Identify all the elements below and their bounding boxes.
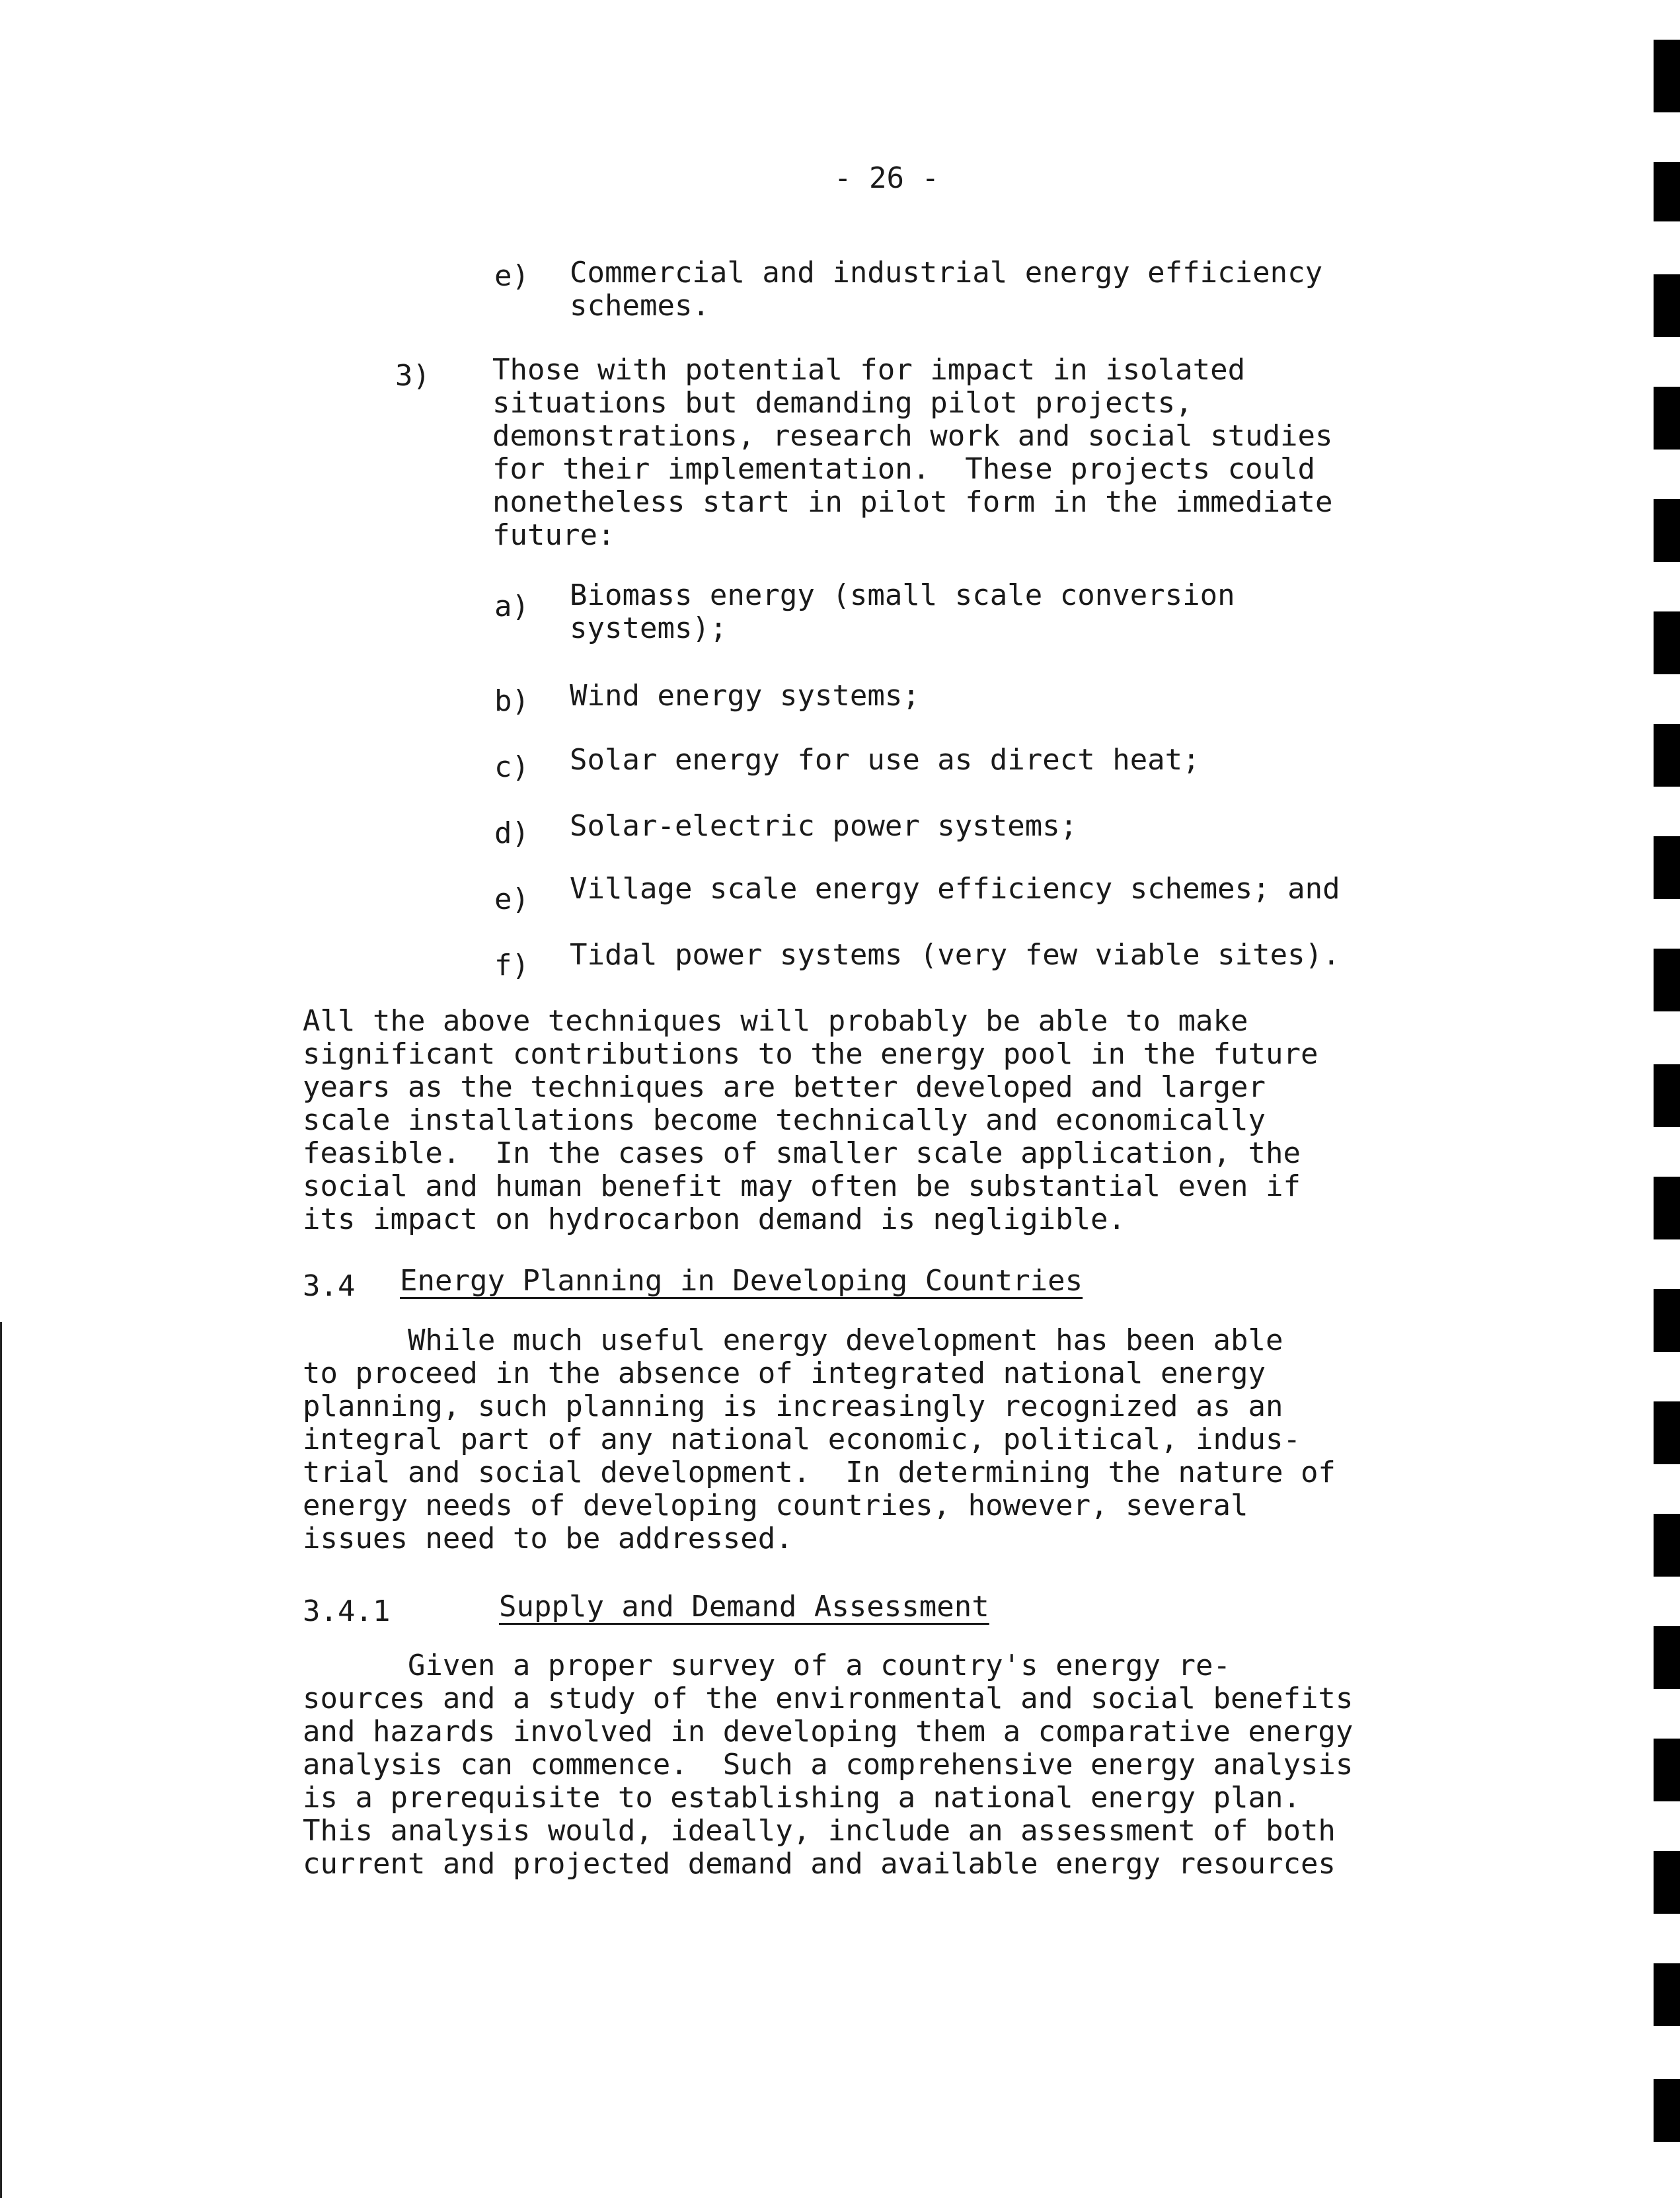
list-label: c) (494, 750, 529, 784)
scan-edge-mark (1654, 162, 1680, 221)
body-paragraph: All the above techniques will probably be able to make significant contributions to the energy pool in the future years as the techniques are better developed and larger scale installations become technically and economically feasible. In the cases of smaller scale application, the social and human benefit may often be substantial even if its impact on hydrocarbon demand is negligible. (303, 1004, 1318, 1236)
scan-edge-mark (1654, 724, 1680, 787)
scan-edge-mark (1654, 1514, 1680, 1577)
scan-edge-mark (1654, 611, 1680, 674)
page-number: - 26 - (834, 161, 939, 195)
list-item-text: Solar energy for use as direct heat; (570, 743, 1200, 777)
list-item-text: Those with potential for impact in isolated situations but demanding pilot projects, demonstrations, research work and social studies for their implementation. These projects could nonetheless start in pilot form in the immediate future: (492, 353, 1333, 552)
list-item-text: Commercial and industrial energy efficiency schemes. (570, 256, 1323, 323)
section-number: 3.4 (303, 1269, 356, 1303)
list-item-text: Tidal power systems (very few viable sites). (570, 938, 1340, 972)
section-title: Energy Planning in Developing Countries (400, 1264, 1083, 1298)
scan-edge-mark (1654, 1739, 1680, 1801)
list-label: b) (494, 684, 529, 718)
scan-edge-mark (1654, 1401, 1680, 1464)
list-item-text: Biomass energy (small scale conversion systems); (570, 578, 1235, 645)
scan-edge-mark (1654, 1626, 1680, 1689)
scan-edge-mark (1654, 499, 1680, 562)
scan-edge-mark (1654, 387, 1680, 450)
list-label: e) (494, 883, 529, 916)
section-number: 3.4.1 (303, 1594, 391, 1628)
scan-edge-mark (1654, 1851, 1680, 1914)
list-label: 3) (395, 359, 430, 393)
scan-edge-mark (1654, 40, 1680, 112)
list-label: a) (494, 590, 529, 623)
scan-edge-mark (1654, 1289, 1680, 1352)
scan-edge-mark (1654, 1177, 1680, 1239)
list-item-text: Village scale energy efficiency schemes; and (570, 872, 1340, 906)
scan-edge-mark (1654, 1963, 1680, 2026)
body-paragraph: While much useful energy development has been able to proceed in the absence of integrated national energy planning, such planning is increasingly recognized as an integral part of any national economic, political, indus- trial and social development. In determining the nature of energy needs of developing countries, however, several issues need to be addressed. (303, 1323, 1336, 1555)
scan-edge-mark (1654, 836, 1680, 899)
section-title: Supply and Demand Assessment (499, 1590, 989, 1624)
scan-edge-mark (1654, 274, 1680, 337)
list-label: d) (494, 816, 529, 850)
list-label: f) (494, 949, 529, 982)
scan-edge-mark (1654, 1064, 1680, 1127)
body-paragraph: Given a proper survey of a country's energy re- sources and a study of the environmental and social benefits and hazards involved in developing them a comparative energy analysis can commence. Such a comprehensive energy analysis is a prerequisite to establishing a national energy plan. This analysis would, ideally, include an assessment of both current and projected demand and available energy resources (303, 1649, 1354, 1881)
scan-edge-mark (1654, 2079, 1680, 2142)
list-label: e) (494, 259, 529, 293)
scan-edge-mark (1654, 949, 1680, 1011)
scan-left-edge (0, 1322, 2, 2198)
list-item-text: Wind energy systems; (570, 679, 920, 713)
list-item-text: Solar-electric power systems; (570, 809, 1078, 843)
